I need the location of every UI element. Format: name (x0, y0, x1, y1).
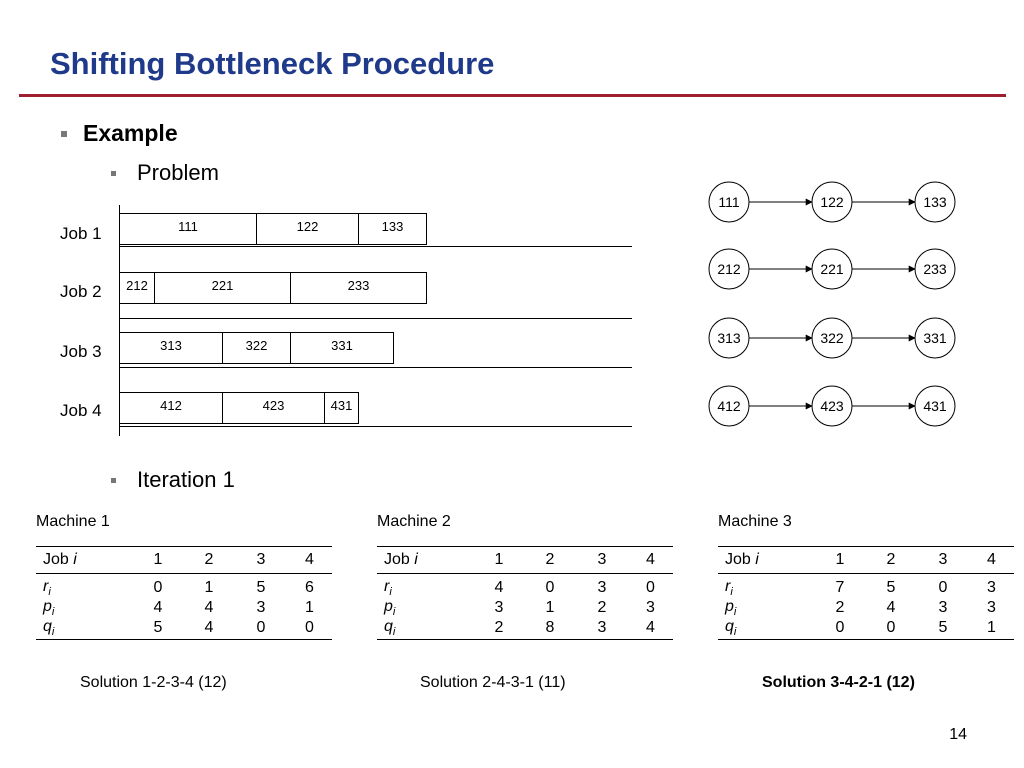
machine-title: Machine 3 (718, 513, 792, 530)
machine-table (36, 546, 332, 640)
table-header-cell: 2 (865, 547, 917, 574)
gantt-op: 111 (119, 213, 257, 245)
gantt-job-label: Job 1 (60, 224, 102, 243)
table-header-cell: 4 (628, 547, 673, 574)
table-cell: 4 (153, 599, 163, 617)
table-cell: 5 (886, 579, 896, 597)
graph-node-label: 122 (820, 194, 844, 210)
gantt-op: 133 (358, 213, 427, 245)
graph-node-label: 313 (717, 330, 741, 346)
table-cell: 2 (474, 618, 524, 639)
machine-solution: Solution 3-4-2-1 (12) (762, 674, 915, 691)
bullet-example-text: Example (83, 120, 178, 146)
table-cell: 0 (235, 618, 287, 639)
table-cell: 0 (153, 579, 163, 597)
table-cell: 3 (987, 579, 996, 597)
table-cell: 4 (886, 599, 896, 617)
gantt-op: 331 (290, 332, 394, 364)
row-label: $p_i$ (725, 598, 737, 619)
table-cell: 7 (835, 579, 845, 597)
table-row (377, 574, 673, 599)
bullet-problem-text: Problem (137, 160, 219, 185)
graph-node-label: 221 (820, 261, 844, 277)
table-header-cell: Job i (718, 547, 815, 574)
table-row (377, 598, 673, 618)
page-number: 14 (949, 726, 967, 743)
table-cell: 1 (969, 618, 1014, 639)
gantt-op: 322 (222, 332, 291, 364)
row-label: $p_i$ (43, 598, 55, 619)
table-cell: 5 (256, 579, 266, 597)
table-header-cell: 3 (235, 547, 287, 574)
gantt-job-label: Job 3 (60, 342, 102, 361)
table-header-cell: Job i (36, 547, 133, 574)
graph-node-label: 331 (923, 330, 947, 346)
row-label: $r_i$ (384, 578, 392, 599)
gantt-op: 122 (256, 213, 359, 245)
machine-solution: Solution 1-2-3-4 (12) (80, 674, 227, 691)
table-cell: 4 (204, 599, 214, 617)
machine-solution: Solution 2-4-3-1 (11) (420, 674, 566, 691)
graph-node-label: 133 (923, 194, 947, 210)
gantt-op: 221 (154, 272, 291, 304)
gantt-op: 423 (222, 392, 325, 424)
table-header-cell: 1 (474, 547, 524, 574)
table-header-cell: 2 (183, 547, 235, 574)
table-cell: 4 (183, 618, 235, 639)
gantt-op: 431 (324, 392, 359, 424)
gantt-job-label: Job 2 (60, 282, 102, 301)
table-cell: 3 (646, 599, 655, 617)
machine-table (718, 546, 1014, 640)
table-cell: 1 (305, 599, 314, 617)
bullet-iteration-text: Iteration 1 (137, 467, 235, 492)
gantt-op: 212 (119, 272, 155, 304)
row-label: $p_i$ (384, 598, 396, 619)
table-header-cell: 4 (969, 547, 1014, 574)
table-cell: 5 (133, 618, 183, 639)
row-label: $q_i$ (718, 618, 815, 639)
table-cell: 6 (305, 579, 314, 597)
row-label: $r_i$ (43, 578, 51, 599)
row-label: $q_i$ (377, 618, 474, 639)
table-cell: 0 (815, 618, 865, 639)
table-cell: 0 (545, 579, 555, 597)
table-header-cell: 4 (287, 547, 332, 574)
graph-node-label: 431 (923, 398, 947, 414)
graph-node-label: 111 (718, 194, 740, 210)
table-cell: 5 (917, 618, 969, 639)
table-cell: 2 (597, 599, 607, 617)
graph-node-label: 233 (923, 261, 947, 277)
table-row (377, 618, 673, 639)
table-header-cell: Job i (377, 547, 474, 574)
gantt-op: 233 (290, 272, 427, 304)
table-cell: 0 (865, 618, 917, 639)
graph-node-label: 423 (820, 398, 844, 414)
graph-node-label: 212 (717, 261, 741, 277)
table-cell: 0 (646, 579, 655, 597)
table-row (36, 598, 332, 618)
table-cell: 1 (204, 579, 214, 597)
table-cell: 3 (494, 599, 504, 617)
table-cell: 4 (494, 579, 504, 597)
gantt-job-label: Job 4 (60, 401, 102, 420)
table-cell: 3 (256, 599, 266, 617)
row-label: $r_i$ (725, 578, 733, 599)
table-row (718, 574, 1014, 599)
gantt-op: 313 (119, 332, 223, 364)
table-cell: 2 (835, 599, 845, 617)
graph-node-label: 412 (717, 398, 741, 414)
table-header-cell: 3 (917, 547, 969, 574)
slide-title: Shifting Bottleneck Procedure (50, 46, 495, 81)
machine-title: Machine 1 (36, 513, 110, 530)
table-row (36, 618, 332, 639)
table-cell: 0 (938, 579, 948, 597)
table-cell: 3 (597, 579, 607, 597)
table-header-cell: 1 (815, 547, 865, 574)
table-header-cell: 3 (576, 547, 628, 574)
table-cell: 1 (545, 599, 555, 617)
table-row (718, 618, 1014, 639)
table-cell: 3 (576, 618, 628, 639)
graph-node-label: 322 (820, 330, 844, 346)
gantt-op: 412 (119, 392, 223, 424)
machine-title: Machine 2 (377, 513, 451, 530)
table-cell: 3 (938, 599, 948, 617)
table-cell: 4 (628, 618, 673, 639)
row-label: $q_i$ (36, 618, 133, 639)
table-cell: 8 (524, 618, 576, 639)
table-header-cell: 1 (133, 547, 183, 574)
table-header-cell: 2 (524, 547, 576, 574)
table-cell: 3 (987, 599, 996, 617)
table-cell: 0 (287, 618, 332, 639)
machine-table (377, 546, 673, 640)
table-row (718, 598, 1014, 618)
table-row (36, 574, 332, 599)
